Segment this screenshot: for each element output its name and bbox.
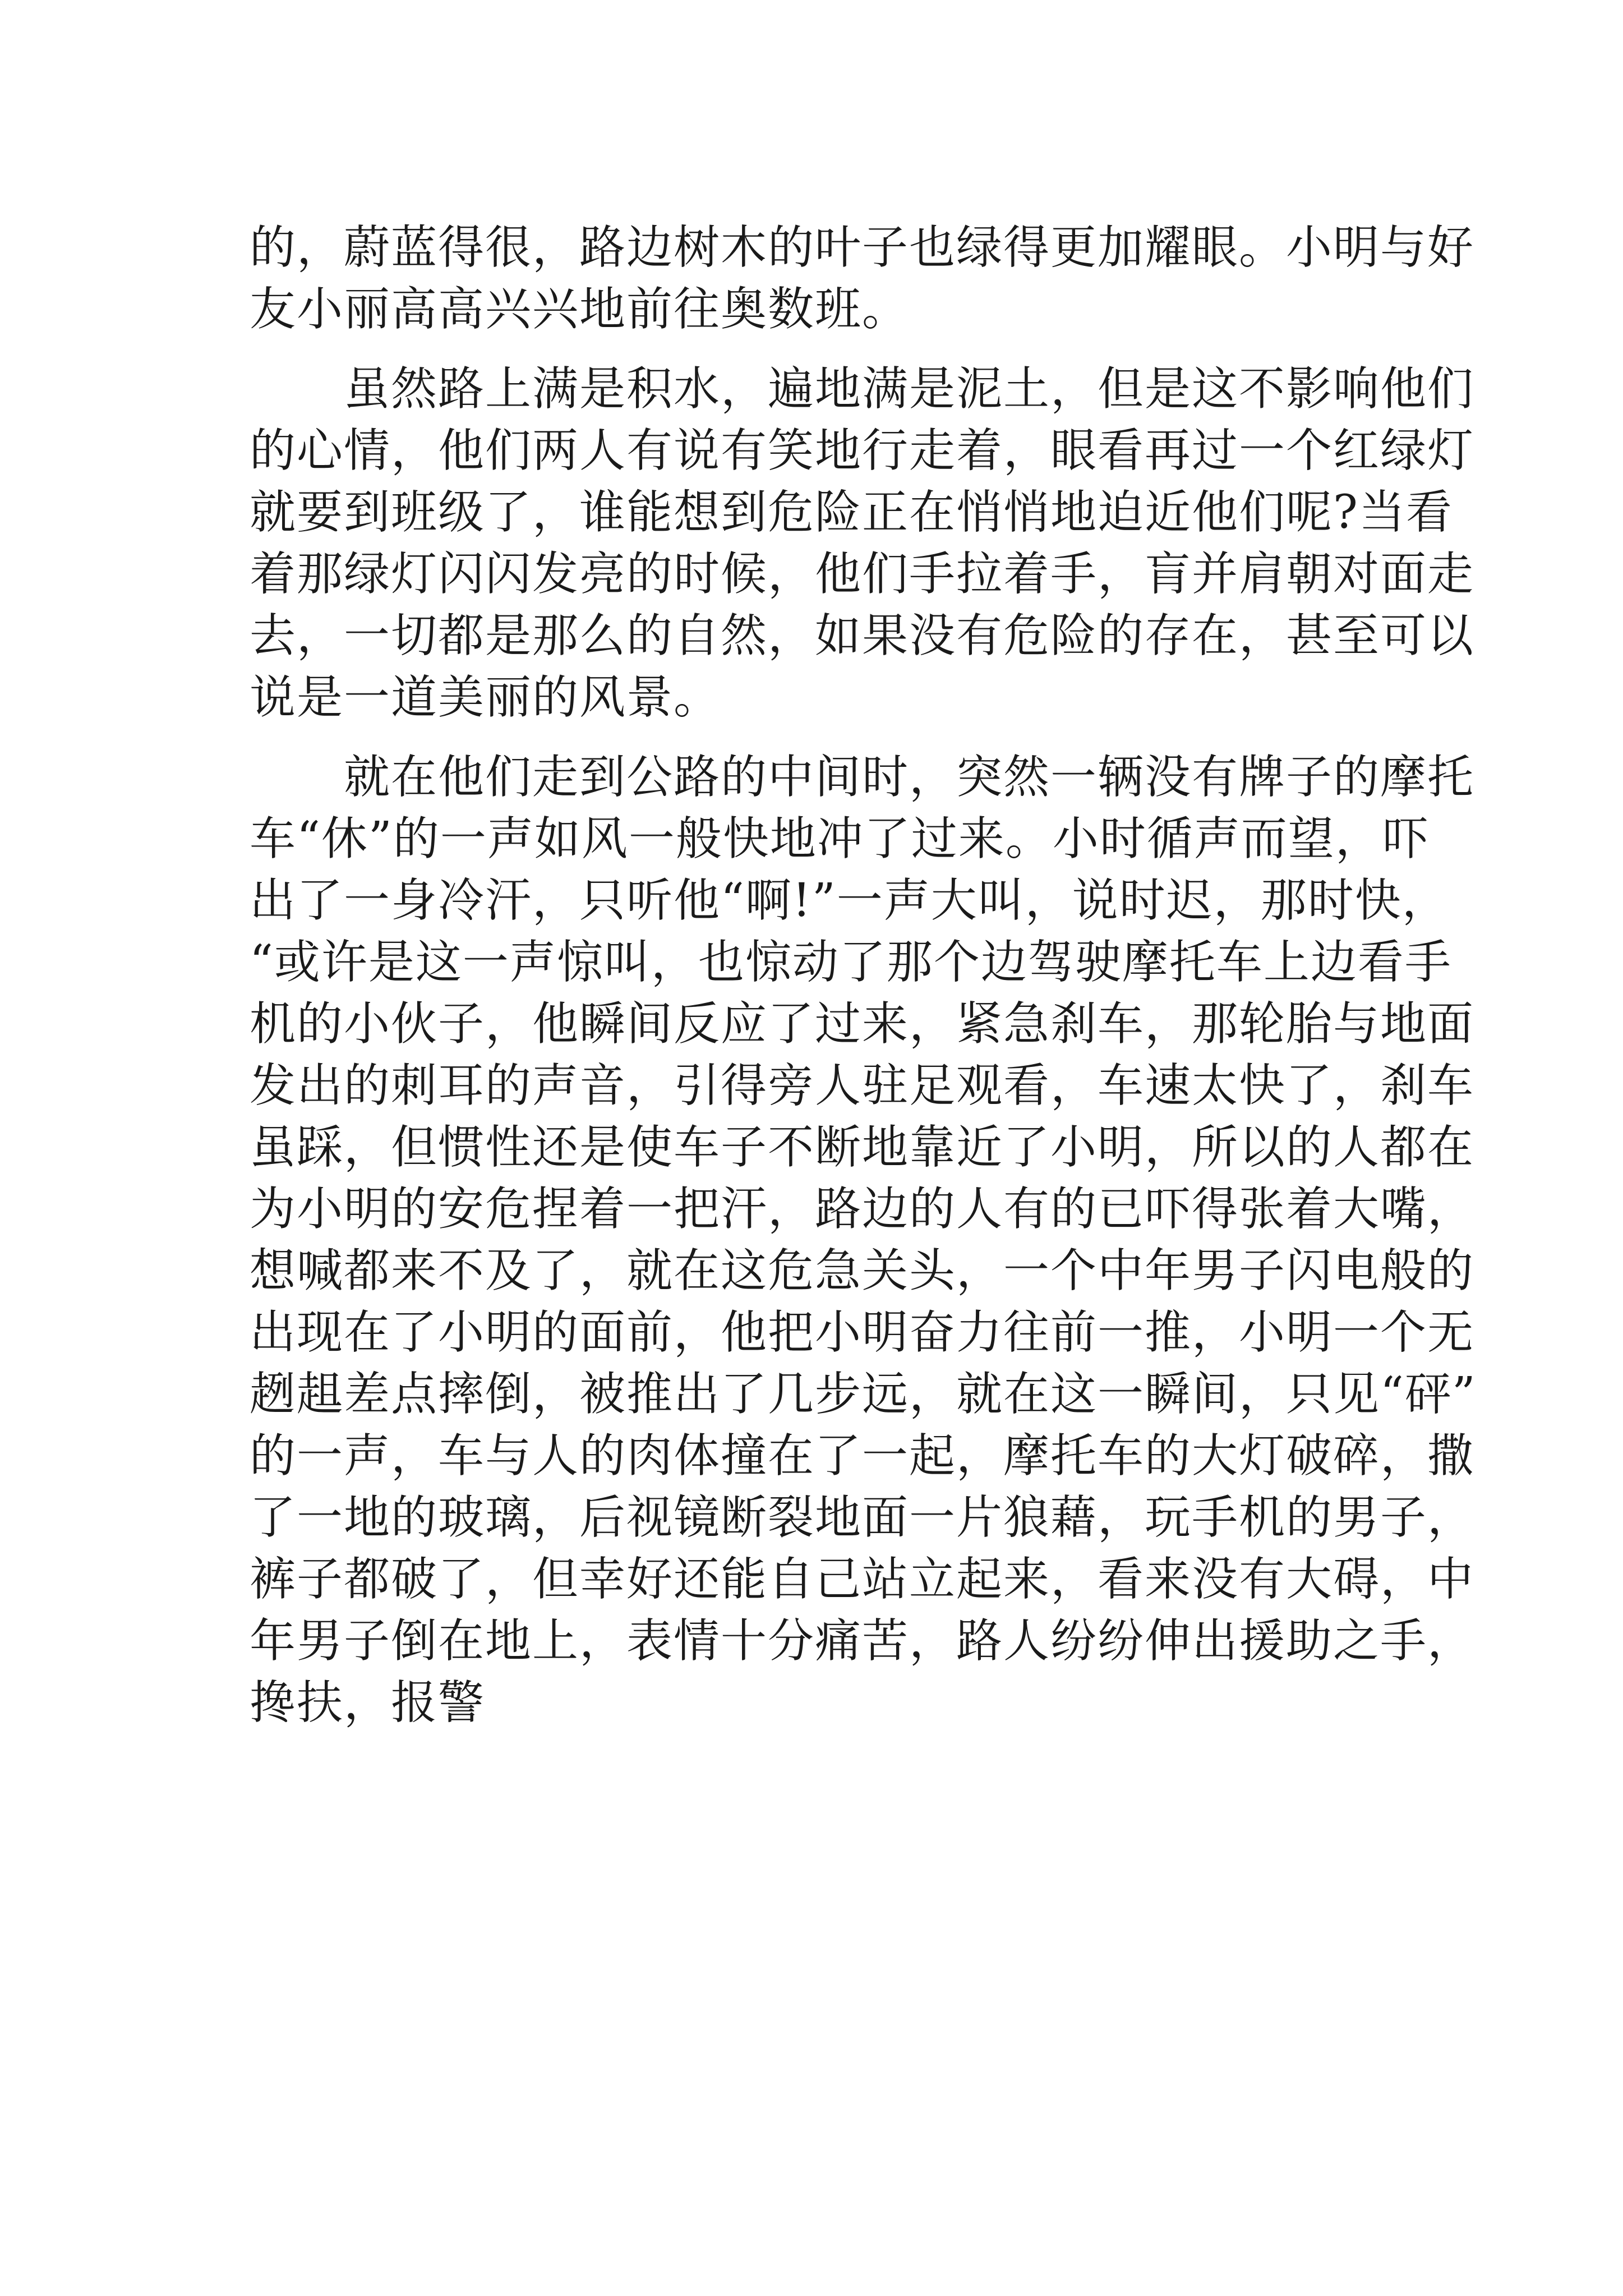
text-line: 裤子都破了，但幸好还能自己站立起来，看来没有大碍，中: [250, 1553, 1475, 1606]
text-line: 的，蔚蓝得很，路边树木的叶子也绿得更加耀眼。小明与好: [250, 221, 1475, 274]
text-line: 就要到班级了，谁能想到危险正在悄悄地迫近他们呢?当看: [250, 486, 1453, 539]
text-line: 去，一切都是那么的自然，如果没有危险的存在，甚至可以: [250, 609, 1475, 662]
text-line: 想喊都来不及了，就在这危急关头，一个中年男子闪电般的: [250, 1244, 1475, 1297]
text-line: 为小明的安危捏着一把汗，路边的人有的已吓得张着大嘴，: [250, 1182, 1475, 1236]
text-line: 就在他们走到公路的中间时，突然一辆没有牌子的摩托: [250, 751, 1475, 804]
text-line: 年男子倒在地上，表情十分痛苦，路人纷纷伸出援助之手，: [250, 1614, 1475, 1668]
text-line: 着那绿灯闪闪发亮的时候，他们手拉着手，肓并肩朝对面走: [250, 547, 1475, 601]
text-line: 说是一道美丽的风景。: [250, 671, 721, 724]
text-line: 虽踩，但惯性还是使车子不断地靠近了小明，所以的人都在: [250, 1121, 1475, 1174]
text-line: 友小丽高高兴兴地前往奥数班。: [250, 283, 910, 336]
text-line: 机的小伙子，他瞬间反应了过来，紧急刹车，那轮胎与地面: [250, 997, 1475, 1051]
text-line: 的一声，车与人的肉体撞在了一起，摩托车的大灯破碎，撒: [250, 1429, 1475, 1483]
text-line: 车“休”的一声如风一般快地冲了过来。小时循声而望，吓: [250, 812, 1430, 866]
text-line: 虽然路上满是积水，遍地满是泥土，但是这不影响他们: [250, 362, 1475, 416]
text-line: 发出的刺耳的声音，引得旁人驻足观看，车速太快了，刹车: [250, 1059, 1475, 1112]
text-line: 趔趄差点摔倒，被推出了几步远，就在这一瞬间，只见“砰”: [250, 1368, 1477, 1421]
text-line: 出了一身冷汗，只听他“啊!”一声大叫，说时迟，那时快，: [250, 874, 1449, 927]
text-line: 搀扶，报警: [250, 1676, 486, 1729]
text-line: 出现在了小明的面前，他把小明奋力往前一推，小明一个无: [250, 1306, 1475, 1359]
text-line: “或许是这一声惊叫，也惊动了那个边驾驶摩托车上边看手: [250, 936, 1452, 989]
text-line: 了一地的玻璃，后视镜断裂地面一片狼藉，玩手机的男子，: [250, 1491, 1475, 1544]
text-line: 的心情，他们两人有说有笑地行走着，眼看再过一个红绿灯: [250, 424, 1475, 477]
